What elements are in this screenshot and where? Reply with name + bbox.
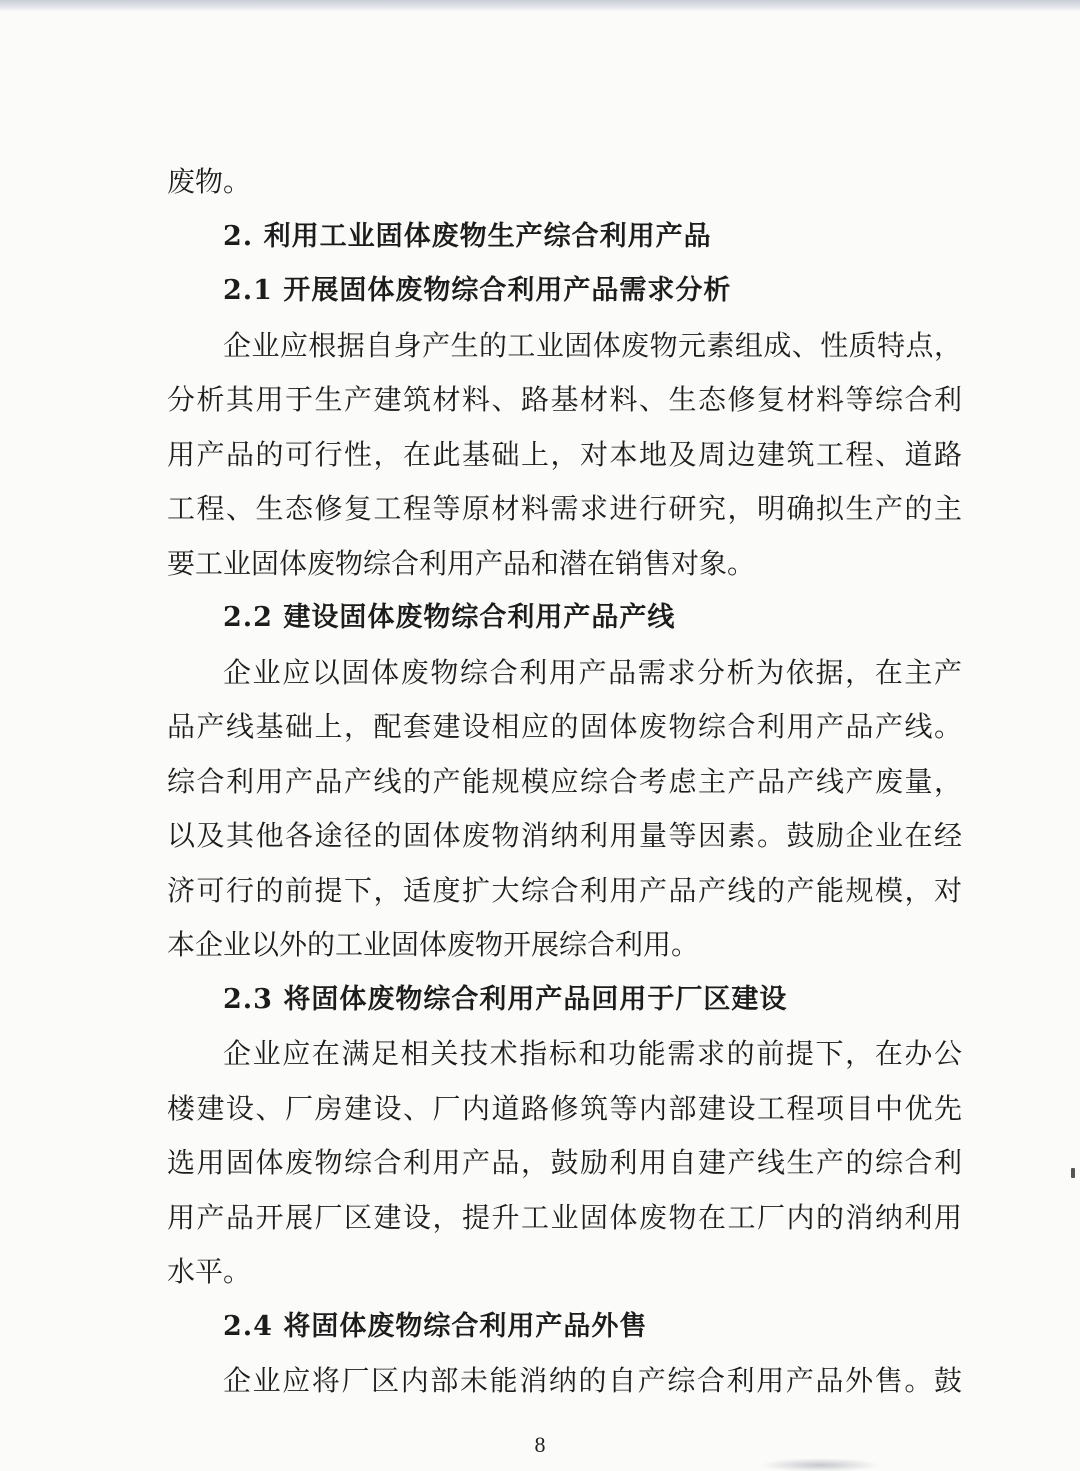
paragraph-tail-line: 水平。	[167, 1255, 252, 1288]
section-heading: 2. 利用工业固体废物生产综合利用产品	[223, 220, 712, 252]
scan-edge-shadow	[0, 0, 1080, 12]
page-number: 8	[534, 1432, 546, 1457]
paragraph-line: 用产品开展厂区建设，提升工业固体废物在工厂内的消纳利用	[167, 1200, 962, 1234]
document-body	[167, 155, 962, 1409]
scan-smudge	[760, 1458, 880, 1471]
paragraph-line: 用产品的可行性，在此基础上，对本地及周边建筑工程、道路	[167, 437, 962, 471]
paragraph-tail-line: 要工业固体废物综合利用产品和潜在销售对象。	[167, 546, 756, 580]
paragraph-line: 工程、生态修复工程等原材料需求进行研究，明确拟生产的主	[167, 492, 962, 525]
paragraph-line: 综合利用产品产线的产能规模应综合考虑主产品产线产废量，	[167, 764, 962, 798]
paragraph-tail-line: 本企业以外的工业固体废物开展综合利用。	[167, 928, 700, 961]
paragraph-line: 济可行的前提下，适度扩大综合利用产品产线的产能规模，对	[167, 873, 962, 907]
subsection-heading: 2.1 开展固体废物综合利用产品需求分析	[223, 275, 732, 306]
scan-speck	[1071, 1168, 1075, 1178]
paragraph-tail-line: 废物。	[167, 165, 252, 198]
subsection-heading: 2.2 建设固体废物综合利用产品产线	[223, 602, 676, 633]
paragraph-line: 企业应以固体废物综合利用产品需求分析为依据，在主产	[223, 655, 962, 689]
paragraph-line: 选用固体废物综合利用产品，鼓励利用自建产线生产的综合利	[167, 1146, 962, 1179]
subsection-heading: 2.3 将固体废物综合利用产品回用于厂区建设	[223, 983, 788, 1015]
paragraph-line: 分析其用于生产建筑材料、路基材料、生态修复材料等综合利	[167, 383, 962, 416]
paragraph-line: 以及其他各途径的固体废物消纳利用量等因素。鼓励企业在经	[167, 819, 962, 852]
paragraph-line: 品产线基础上，配套建设相应的固体废物综合利用产品产线。	[167, 710, 962, 743]
paragraph-line: 楼建设、厂房建设、厂内道路修筑等内部建设工程项目中优先	[167, 1091, 962, 1125]
paragraph-line: 企业应根据自身产生的工业固体废物元素组成、性质特点，	[223, 328, 962, 362]
paragraph-line: 企业应将厂区内部未能消纳的自产综合利用产品外售。鼓	[223, 1364, 962, 1397]
paragraph-line: 企业应在满足相关技术指标和功能需求的前提下，在办公	[223, 1037, 962, 1070]
subsection-heading: 2.4 将固体废物综合利用产品外售	[223, 1310, 648, 1342]
